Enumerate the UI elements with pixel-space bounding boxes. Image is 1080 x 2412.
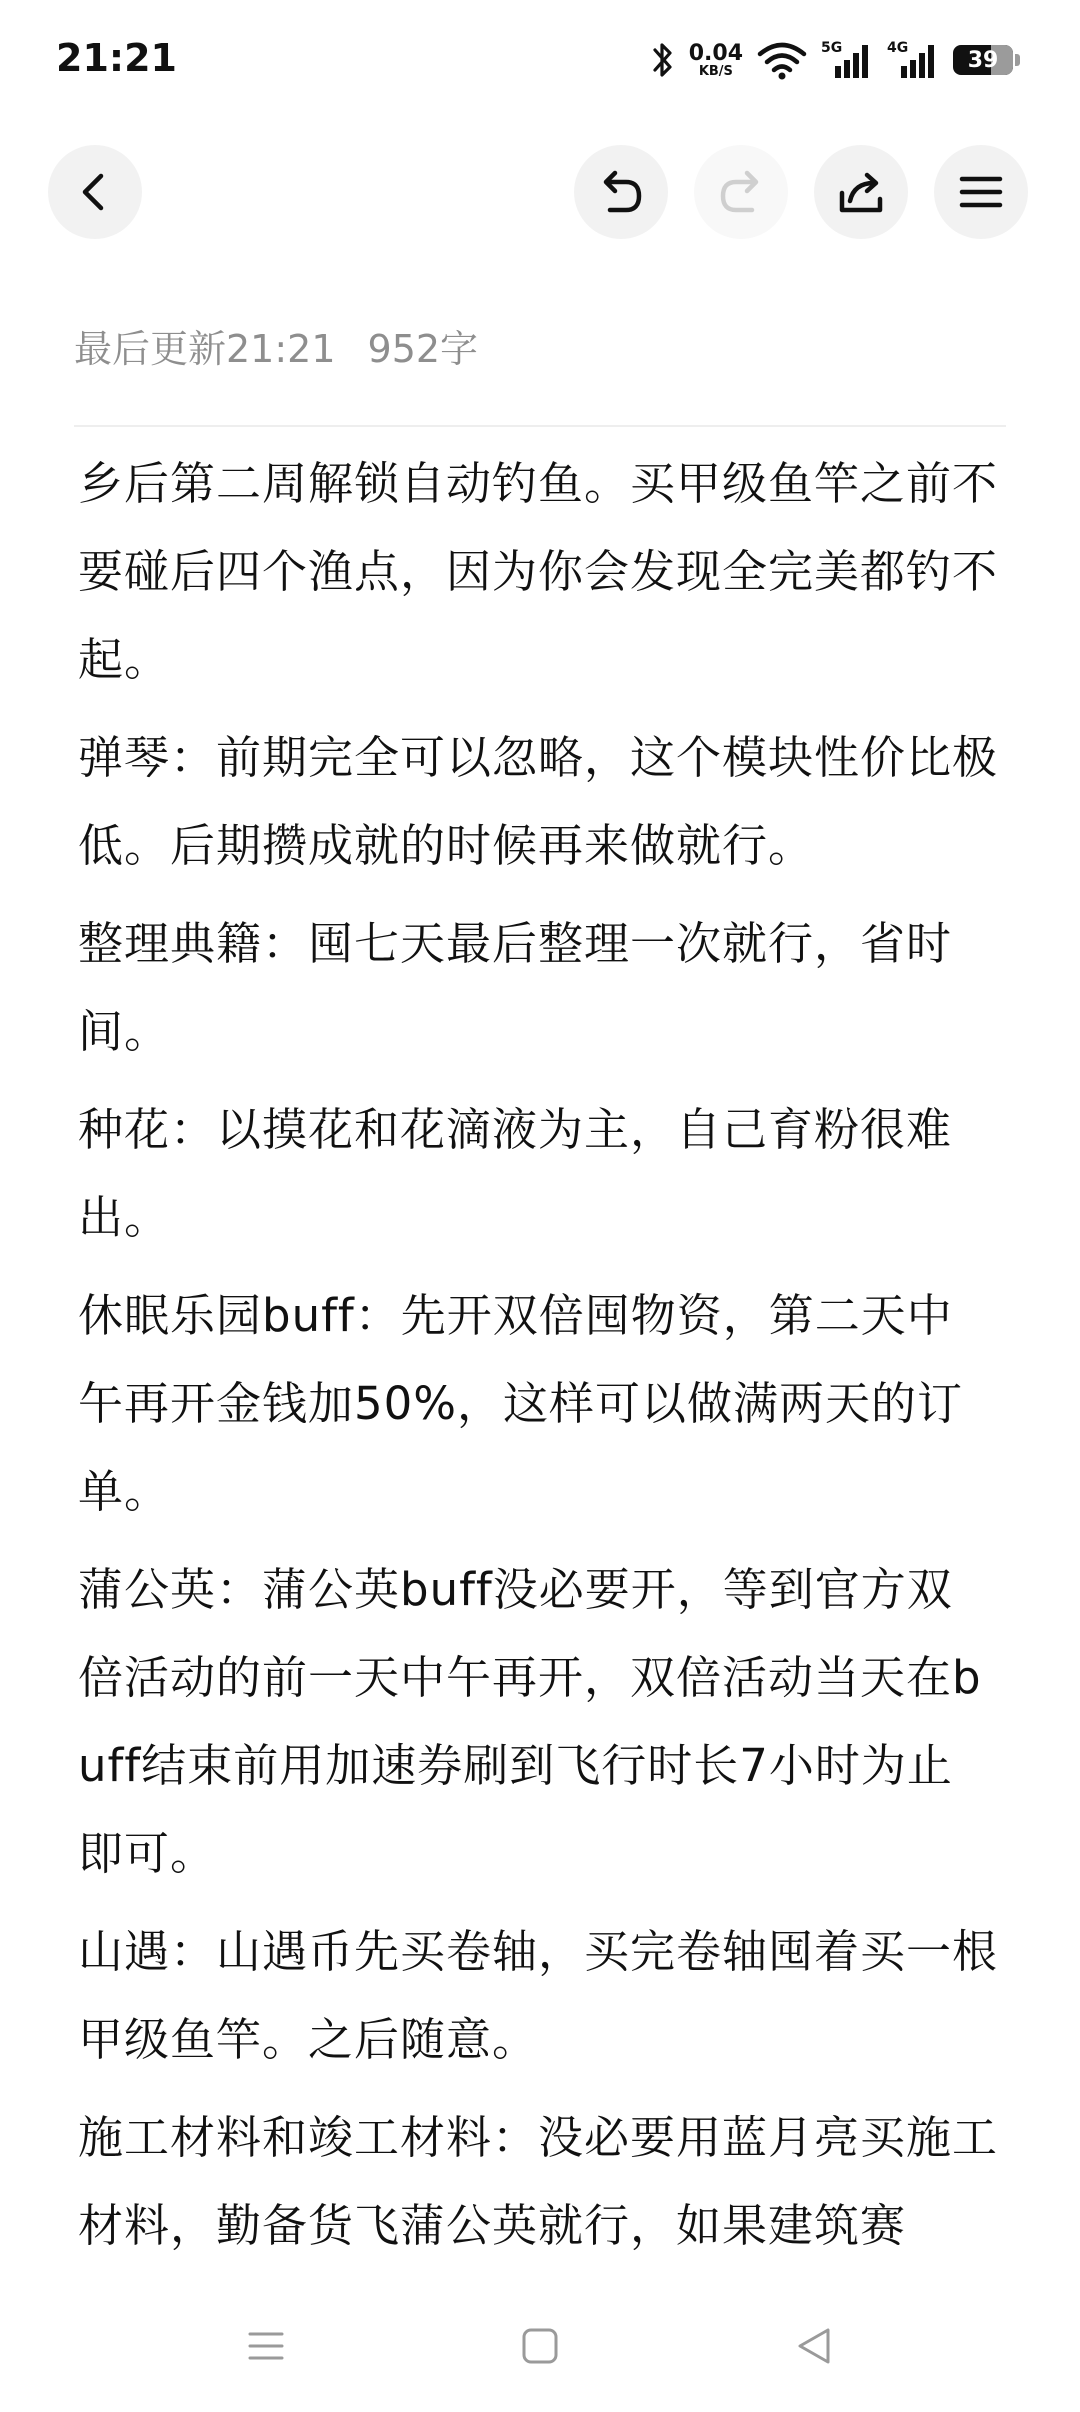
home-icon (518, 2324, 562, 2368)
battery-level: 39 (967, 47, 999, 73)
nav-back-button[interactable] (774, 2306, 854, 2386)
net-speed-value: 0.04 (688, 40, 743, 66)
redo-icon (714, 165, 768, 219)
note-paragraph[interactable]: 蒲公英：蒲公英buff没必要开，等到官方双倍活动的前一天中午再开，双倍活动当天在buff结束前用加速券刷到飞行时长7小时为止即可。 (78, 1563, 982, 1880)
last-updated: 最后更新21:21 (74, 327, 336, 371)
wifi-icon (757, 40, 807, 80)
share-icon (834, 165, 888, 219)
redo-button[interactable] (694, 145, 788, 239)
battery-tip (1015, 54, 1020, 66)
note-paragraph[interactable]: 施工材料和竣工材料：没必要用蓝月亮买施工材料，勤备货飞蒲公英就行，如果建筑赛 (78, 2111, 998, 2252)
net-speed (688, 40, 743, 79)
recents-icon (244, 2326, 288, 2366)
menu-button[interactable] (934, 145, 1028, 239)
meta-divider (74, 425, 1006, 427)
signal-5g-label: 5G (821, 40, 843, 56)
home-button[interactable] (500, 2306, 580, 2386)
back-icon (73, 170, 117, 214)
note-meta (74, 318, 478, 373)
note-paragraph[interactable]: 休眠乐园buff：先开双倍囤物资，第二天中午再开金钱加50%，这样可以做满两天的订单。 (78, 1289, 964, 1518)
navigation-bar (0, 2276, 1080, 2412)
signal-4g-icon (887, 40, 939, 80)
word-count: 952字 (367, 327, 479, 371)
menu-icon (956, 167, 1006, 217)
signal-4g-label: 4G (887, 40, 909, 56)
note-paragraph[interactable]: 种花：以摸花和花滴液为主，自己育粉很难出。 (78, 1103, 953, 1244)
status-time: 21:21 (56, 36, 177, 80)
status-bar (0, 0, 1080, 120)
net-speed-unit: KB/S (698, 63, 733, 79)
note-body[interactable] (78, 440, 998, 2275)
back-triangle-icon (792, 2324, 836, 2368)
note-paragraph[interactable]: 弹琴：前期完全可以忽略，这个模块性价比极低。后期攒成就的时候再来做就行。 (78, 731, 998, 872)
recents-button[interactable] (226, 2306, 306, 2386)
undo-icon (594, 165, 648, 219)
note-paragraph[interactable]: 乡后第二周解锁自动钓鱼。买甲级鱼竿之前不要碰后四个渔点，因为你会发现全完美都钓不起。 (78, 457, 998, 686)
share-button[interactable] (814, 145, 908, 239)
note-paragraph[interactable]: 山遇：山遇币先买卷轴，买完卷轴囤着买一根甲级鱼竿。之后随意。 (78, 1925, 998, 2066)
signal-5g-icon (821, 40, 873, 80)
undo-button[interactable] (574, 145, 668, 239)
bluetooth-icon (651, 40, 675, 80)
status-icons (651, 36, 1020, 84)
note-paragraph[interactable]: 整理典籍：囤七天最后整理一次就行，省时间。 (78, 917, 953, 1058)
back-button[interactable] (48, 145, 142, 239)
battery-icon (953, 45, 1013, 75)
